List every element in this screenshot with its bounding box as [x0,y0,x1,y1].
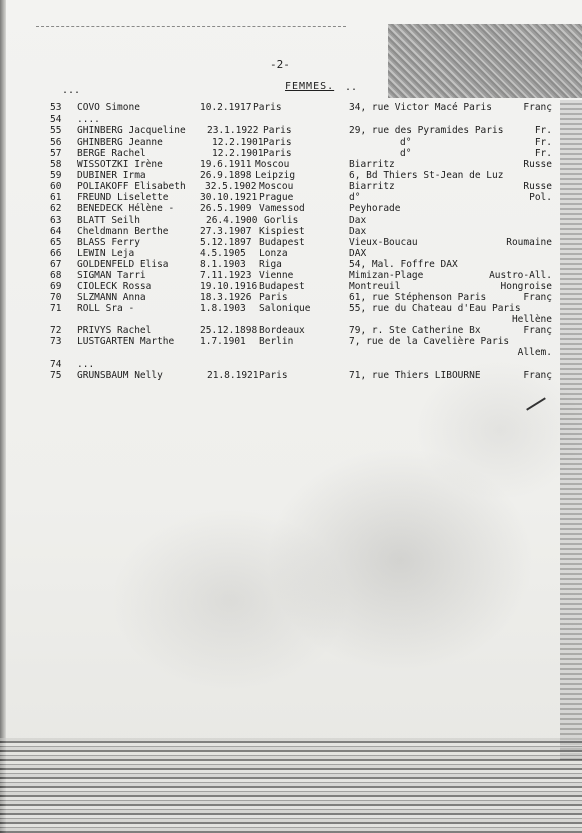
entry-name: POLIAKOFF Elisabeth [77,181,186,192]
entry-nationality: Franç [523,370,552,381]
entry-address: DAX [349,248,367,259]
entry-birth-place: Berlin [259,336,294,347]
entry-address: 71, rue Thiers LIBOURNE [349,370,481,381]
entry-birth-place: Paris [263,148,292,159]
entry-birth-date: 1.8.1903 [200,303,246,314]
entry-number: 62 [50,203,62,214]
entry-address: 34, rue Victor Macé Paris [349,102,492,113]
entry-nationality: Austro-All. [489,270,552,281]
entry-name: ROLL Sra - [77,303,135,314]
entry-number: 55 [50,125,62,136]
entry-birth-date: 12.2.1901 [212,148,264,159]
entry-nationality-continuation: Hellène [511,314,552,325]
entry-birth-place: Vienne [259,270,294,281]
entry-nationality-continuation: Allem. [517,347,552,358]
entry-birth-place: Leipzig [255,170,296,181]
entry-number: 65 [50,237,62,248]
entry-name: GOLDENFELD Elisa [77,259,169,270]
entry-birth-date: 1.7.1901 [200,336,246,347]
list-item [0,336,582,348]
entry-birth-place: Prague [259,192,294,203]
entry-name: BENEDECK Hélène - [77,203,175,214]
entry-nationality: Russe [523,181,552,192]
entry-birth-place: Moscou [255,159,290,170]
entry-nationality: Franç [523,292,552,303]
list-item [0,102,582,114]
entry-number: 73 [50,336,62,347]
entry-address: d° [400,137,412,148]
entry-address: 29, rue des Pyramides Paris [349,125,504,136]
entry-name: BLASS Ferry [77,237,140,248]
entry-birth-date: 32.5.1902 [205,181,257,192]
entry-birth-date: 25.12.1898 [200,325,258,336]
entry-number: 63 [50,215,62,226]
entry-address: Biarritz [349,181,395,192]
entry-address: d° [400,148,412,159]
entry-nationality: Hongroise [500,281,552,292]
entry-address: Dax [349,226,367,237]
entry-name: SLZMANN Anna [77,292,146,303]
entry-number: 61 [50,192,62,203]
entry-address: 55, rue du Chateau d'Eau Paris [349,303,521,314]
entry-number: 72 [50,325,62,336]
entry-birth-place: Gorlis [264,215,299,226]
entry-birth-place: Paris [263,137,292,148]
list-item [0,125,582,137]
entry-birth-place: Vamessod [259,203,305,214]
entry-nationality: Roumaine [506,237,552,248]
entry-birth-place: Budapest [259,237,305,248]
entry-number: 67 [50,259,62,270]
entry-name: BLATT Seilh [77,215,140,226]
entry-name: SIGMAN Tarri [77,270,146,281]
entry-address: Peyhorade [349,203,401,214]
entry-name: .... [77,114,100,125]
entry-birth-date: 8.1.1903 [200,259,246,270]
entry-birth-date: 26.4.1900 [206,215,258,226]
entry-address: Dax [349,215,367,226]
entry-nationality: Russe [523,159,552,170]
entry-birth-place: Paris [263,125,292,136]
header-dots-left: ... [62,85,81,96]
entry-number: 66 [50,248,62,259]
entry-address: 61, rue Stéphenson Paris [349,292,487,303]
entry-nationality: Fr. [534,148,552,159]
entry-birth-date: 7.11.1923 [200,270,252,281]
entry-number: 54 [50,114,62,125]
page-number: -2- [270,58,290,71]
entry-name: PRIVYS Rachel [77,325,152,336]
entry-address: Mimizan-Plage [349,270,424,281]
entry-birth-date: 5.12.1897 [200,237,252,248]
entry-birth-place: Budapest [259,281,305,292]
entry-birth-place: Paris [259,292,288,303]
entry-birth-date: 27.3.1907 [200,226,252,237]
entry-name: WISSOTZKI Irène [77,159,163,170]
entry-name: GRUNSBAUM Nelly [77,370,163,381]
entry-nationality: Fr. [534,125,552,136]
entry-birth-place: Paris [253,102,282,113]
entry-birth-date: 18.3.1926 [200,292,252,303]
entry-address: Montreuil [349,281,401,292]
entry-name: FREUND Liselette [77,192,169,203]
entry-name: COVO Simone [77,102,140,113]
entry-name: CIOLECK Rossa [77,281,152,292]
entry-number: 56 [50,137,62,148]
entry-birth-date: 12.2.1901 [212,137,264,148]
list-item [0,203,582,215]
entry-address: 7, rue de la Cavelière Paris [349,336,510,347]
header-dots-right: .. [345,82,358,93]
entry-number: 53 [50,102,62,113]
entry-number: 57 [50,148,62,159]
entry-birth-place: Paris [259,370,288,381]
entry-birth-place: Riga [259,259,282,270]
entry-birth-date: 10.2.1917 [200,102,252,113]
entry-number: 59 [50,170,62,181]
section-title: FEMMES. [285,81,335,92]
entry-address: Biarritz [349,159,395,170]
entry-nationality: Pol. [529,192,552,203]
entry-birth-date: 21.8.1921 [207,370,259,381]
entry-number: 69 [50,281,62,292]
entry-birth-place: Lonza [259,248,288,259]
entry-name: DUBINER Irma [77,170,146,181]
entry-birth-date: 4.5.1905 [200,248,246,259]
entry-birth-date: 26.5.1909 [200,203,252,214]
entry-birth-date: 30.10.1921 [200,192,258,203]
entry-number: 60 [50,181,62,192]
entry-birth-date: 19.6.1911 [200,159,252,170]
entry-number: 64 [50,226,62,237]
entry-number: 68 [50,270,62,281]
entry-address: d° [349,192,361,203]
entry-birth-place: Moscou [259,181,294,192]
list-item [0,303,582,315]
entry-birth-date: 19.10.1916 [200,281,258,292]
entry-number: 74 [50,359,62,370]
entry-birth-place: Kispiest [259,226,305,237]
entry-birth-date: 23.1.1922 [207,125,259,136]
entry-birth-date: 26.9.1898 [200,170,252,181]
entry-name: LEWIN Leja [77,248,135,259]
entry-nationality: Franç [523,102,552,113]
entry-address: Vieux-Boucau [349,237,418,248]
list-item [0,370,582,382]
entry-address: 54, Mal. Foffre DAX [349,259,458,270]
entry-name: ... [77,359,95,370]
entry-name: Cheldmann Berthe [77,226,169,237]
entry-number: 75 [50,370,62,381]
entry-address: 6, Bd Thiers St-Jean de Luz [349,170,504,181]
entry-nationality: Franç [523,325,552,336]
entry-name: BERGE Rachel [77,148,146,159]
entry-name: GHINBERG Jacqueline [77,125,186,136]
entry-name: GHINBERG Jeanne [77,137,163,148]
entry-address: 79, r. Ste Catherine Bx [349,325,481,336]
entry-nationality: Fr. [534,137,552,148]
entry-number: 71 [50,303,62,314]
entry-number: 58 [50,159,62,170]
entry-birth-place: Salonique [259,303,311,314]
entry-number: 70 [50,292,62,303]
entry-birth-place: Bordeaux [259,325,305,336]
entry-name: LUSTGARTEN Marthe [77,336,175,347]
